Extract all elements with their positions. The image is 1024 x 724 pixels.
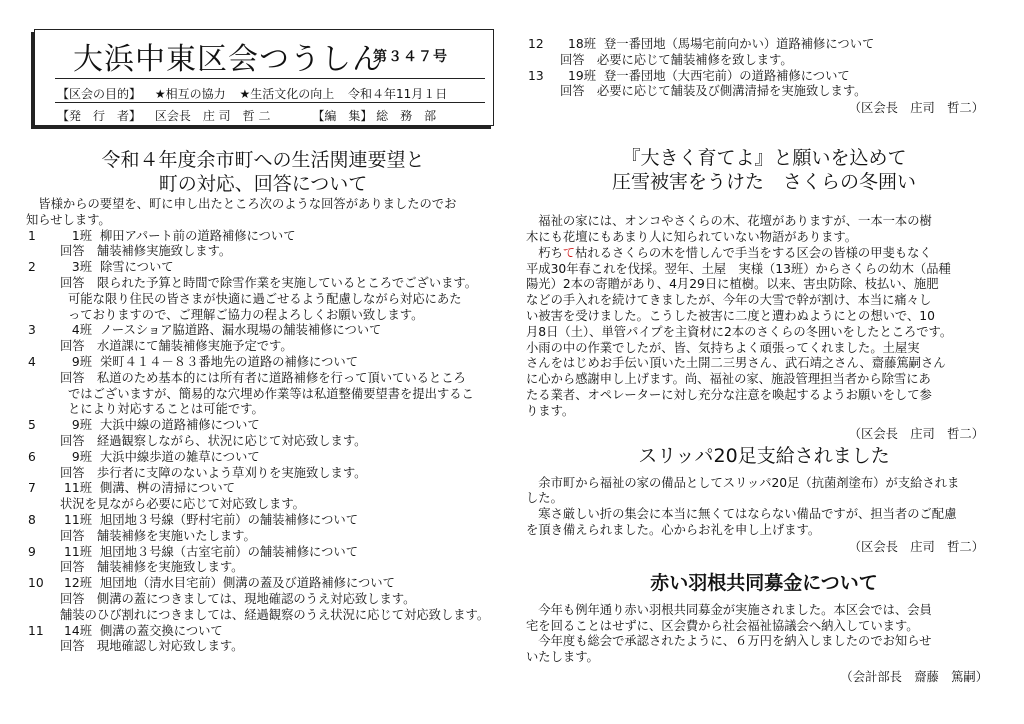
article-slippers-title: スリッパ20足支給されました (638, 444, 890, 467)
intro-line-1: 皆様からの要望を、町に申し出たところ次のような回答がありましたのでお (38, 197, 457, 211)
right-column (526, 37, 1002, 685)
publisher-label: 【発 行 者】 (57, 109, 142, 123)
redfeather-line: いたします。 (526, 650, 599, 665)
masthead-publisher-line (57, 107, 446, 124)
item-number: 5 (28, 418, 36, 433)
item-request: 側溝の蓋交換について (100, 623, 223, 638)
item-answer: 状況を見ながら必要に応じて対応致します。 (60, 497, 305, 512)
sakura-line: たる業者、オペレーターに対し充分な注意を喚起するようお願いをして参 (526, 387, 932, 402)
item-group: 9班 (71, 449, 92, 464)
request-item (26, 576, 500, 592)
item-group: 9班 (71, 418, 92, 433)
item-answer: 回答 現地確認し対応致します。 (60, 639, 244, 654)
item-group: 14班 (64, 623, 92, 638)
sakura-line: 福祉の家には、オンコやさくらの木、花壇がありますが、一本一本の樹 (538, 214, 932, 229)
article-requests (26, 148, 500, 655)
article-sakura-title (526, 146, 1002, 194)
item-request: 側溝、桝の清掃について (100, 481, 236, 496)
request-list-continued (526, 37, 1002, 100)
masthead-title: 大浜中東区会つうしん (73, 42, 383, 77)
item-answer: 回答 側溝の蓋につきましては、現地確認のうえ対応致します。 (60, 591, 416, 606)
title-line-2: 町の対応、回答について (158, 173, 368, 195)
item-number: 6 (28, 449, 36, 464)
purpose-1: ★相互の協力 (154, 87, 226, 101)
sakura-line: ります。 (526, 403, 575, 418)
article-redfeather-title: 赤い羽根共同募金について (650, 571, 878, 594)
item-answer: 回答 経過観察しながら、状況に応じて対応致します。 (60, 433, 367, 448)
request-item (526, 69, 1002, 85)
slippers-line: を頂き備えられました。心からお礼を申し上げます。 (526, 522, 821, 537)
item-request: 旭団地（清水目宅前）側溝の蓋及び道路補修について (100, 576, 395, 591)
item-answer: 回答 必要に応じて舗装及び側溝清掃を実施致します。 (560, 84, 867, 99)
item-answer: 舗装のひび割れにつきましては、経過観察のうえ状況に応じて対応致します。 (60, 607, 490, 622)
item-request: 栄町４１４－８３番地先の道路の補修について (100, 354, 358, 369)
item-group: 11班 (64, 512, 92, 527)
item-number: 1 (28, 228, 36, 243)
issue-number: 第３４７号 (373, 49, 448, 65)
item-group: 11班 (64, 481, 92, 496)
redfeather-line: 宅を回ることはせずに、区会費から社会福祉協議会へ納入しています。 (526, 618, 919, 633)
item-request: 登一番団地（馬場宅前向かい）道路補修について (604, 37, 875, 51)
sakura-line: い被害を受けました。こうした被害に二度と遭わぬようにとの想いで、10 (526, 308, 935, 323)
item-request: 旭団地３号線（野村宅前）の舗装補修について (100, 512, 358, 527)
signature: （会計部長 齋藤 篤嗣） (840, 669, 988, 684)
item-group: 3班 (71, 260, 92, 275)
editor-name: 総 務 部 (376, 109, 437, 123)
item-group: 4班 (71, 323, 92, 338)
sakura-line: 朽ちて枯れるさくらの木を惜しんで手当をする区会の皆様の甲斐もなく (538, 245, 932, 260)
publisher-name: 区会長 庄 司 哲 二 (154, 109, 271, 123)
masthead-purpose-line (57, 85, 457, 102)
item-group: 11班 (64, 544, 92, 559)
item-number: 2 (28, 260, 36, 275)
issue-date: 令和４年11月１日 (348, 87, 448, 101)
item-answer: 可能な限り住民の皆さまが快適に過ごせるよう配慮しながら対応にあた (68, 291, 462, 306)
sakura-line: 平成30年春これを伐採。翌年、土屋 実様（13班）からさくらの幼木（品種 (526, 261, 951, 276)
item-number: 12 (528, 37, 544, 51)
sakura-line: 陽光）2本の寄贈があり、4月29日に植樹。以来、害虫防除、枝払い、施肥 (526, 277, 939, 292)
signature: （区会長 庄司 哲二） (848, 426, 984, 441)
item-number: 7 (28, 481, 36, 496)
item-answer: 回答 舗装補修を実施致します。 (60, 560, 244, 575)
slippers-line: 余市町から福祉の家の備品としてスリッパ20足（抗菌剤塗布）が支給されま (538, 475, 960, 490)
masthead (34, 29, 494, 126)
item-number: 3 (28, 323, 36, 338)
request-item (26, 481, 500, 497)
title-line-1: 『大きく育てよ』と願いを込めて (621, 147, 907, 170)
item-request: 大浜中線の道路補修について (100, 418, 260, 433)
request-item (26, 545, 500, 561)
item-answer: 回答 私道のため基本的には所有者に道路補修を行って頂いているところ (60, 370, 466, 385)
redfeather-line: 今年度も総会で承認されたように、６万円を納入しましたのでお知らせ (538, 634, 932, 649)
item-request: ノースショア脇道路、漏水現場の舗装補修について (100, 323, 382, 338)
item-answer: 回答 歩行者に支障のないよう草刈りを実施致します。 (60, 465, 367, 480)
item-number: 9 (28, 544, 36, 559)
sakura-line: 木にも花壇にもあまり人に知られていない物語があります。 (526, 229, 858, 244)
request-list (26, 229, 500, 656)
sakura-line: などの手入れを続けてきましたが、今年の大雪で幹が割け、本当に痛々し (526, 293, 932, 308)
title-line-1: 令和４年度余市町への生活関連要望と (101, 149, 425, 171)
request-item (26, 260, 500, 276)
item-request: 大浜中線歩道の雑草について (100, 449, 260, 464)
purpose-label: 【区会の目的】 (57, 87, 142, 101)
item-number: 13 (528, 68, 544, 83)
item-group: 1班 (71, 228, 92, 243)
sakura-body (526, 262, 1002, 420)
signature: （区会長 庄司 哲二） (848, 101, 984, 116)
sakura-line: 小雨の中の作業でしたが、皆、気持ちよく頑張ってくれました。土屋実 (526, 340, 920, 355)
item-number: 10 (28, 576, 44, 591)
signature: （区会長 庄司 哲二） (848, 539, 984, 554)
item-number: 4 (28, 354, 36, 369)
masthead-divider (55, 78, 485, 79)
item-request: 柳田アパート前の道路補修について (100, 228, 296, 243)
item-answer: 回答 舗装補修を実施いたします。 (60, 528, 256, 543)
item-group: 9班 (71, 354, 92, 369)
redfeather-line: 今年も例年通り赤い羽根共同募金が実施されました。本区会では、会員 (538, 602, 932, 617)
item-answer: っておりますので、ご理解ご協力の程よろしくお願い致します。 (68, 307, 424, 322)
item-answer: 回答 限られた予算と時間で除雪作業を実施しているところでございます。 (60, 275, 477, 290)
request-item (26, 323, 500, 339)
item-group: 19班 (568, 68, 596, 83)
slippers-line: 寒さ厳しい折の集会に本当に無くてはならない備品ですが、担当者のご配慮 (538, 507, 957, 522)
item-answer: とにより対応することは可能です。 (68, 402, 264, 417)
item-answer: 回答 水道課にて舗装補修実施予定です。 (60, 339, 293, 354)
item-request: 除雪について (100, 260, 174, 275)
request-item (26, 418, 500, 434)
request-item (26, 355, 500, 371)
editor-label: 【編 集】 (312, 109, 373, 123)
item-answer: 回答 必要に応じて舗装補修を致します。 (560, 52, 793, 67)
article-requests-title (26, 148, 500, 196)
sakura-line: 月8日（土）、単管パイプを主資材に2本のさくらの冬囲いをしたところです。 (526, 324, 953, 339)
request-item (26, 229, 500, 245)
item-group: 18班 (568, 37, 596, 51)
item-request: 登一番団地（大西宅前）の道路補修について (604, 68, 850, 83)
item-answer: 回答 舗装補修実施致します。 (60, 244, 232, 259)
purpose-2: ★生活文化の向上 (239, 87, 335, 101)
slippers-line: した。 (526, 491, 563, 506)
sakura-line: に心から感謝申し上げます。尚、福祉の家、施設管理担当者から除雪にあ (526, 372, 931, 387)
item-answer: ではございますが、簡易的な穴埋め作業等は私道整備要望書を提出するこ (68, 386, 474, 401)
masthead-divider-2 (55, 102, 485, 103)
intro-line-2: 知らせします。 (26, 212, 111, 227)
request-item (26, 624, 500, 640)
item-number: 8 (28, 512, 36, 527)
request-item (26, 450, 500, 466)
sakura-line: さんをはじめお手伝い頂いた土開二三男さん、武石靖之さん、齋藤篤嗣さん (526, 356, 946, 371)
title-line-2: 圧雪被害をうけた さくらの冬囲い (611, 171, 916, 194)
request-item (526, 37, 1002, 53)
item-request: 旭団地３号線（古室宅前）の舗装補修について (100, 544, 358, 559)
request-item (26, 513, 500, 529)
item-group: 12班 (64, 576, 92, 591)
item-number: 11 (28, 623, 44, 638)
